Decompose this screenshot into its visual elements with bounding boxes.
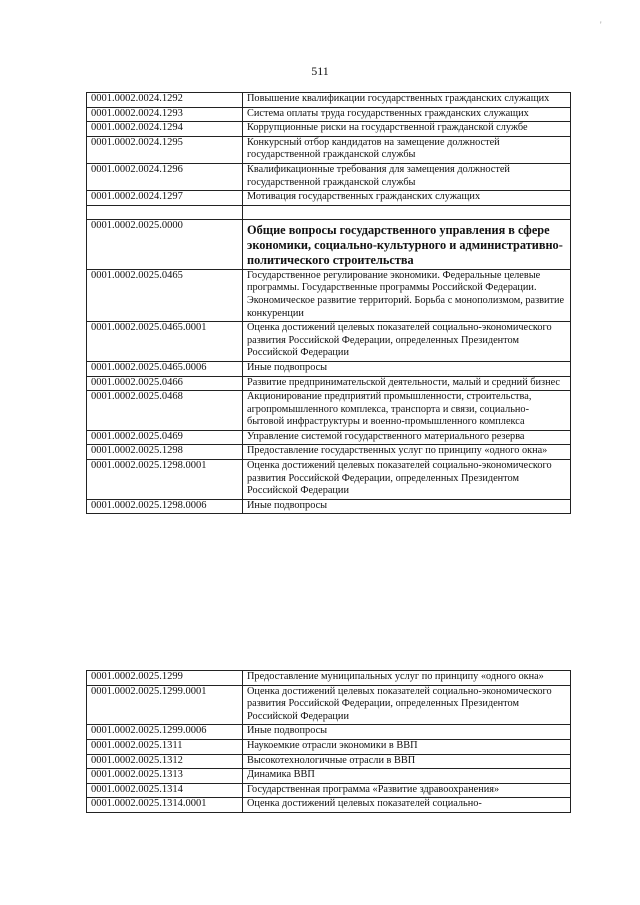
description-cell: Динамика ВВП xyxy=(243,769,571,784)
code-cell xyxy=(87,205,243,219)
description-cell: Предоставление муниципальных услуг по принципу «одного окна» xyxy=(243,671,571,686)
section-heading: Общие вопросы государственного управления в сфере экономики, социально-культурного и административно-политического строительства xyxy=(243,219,571,269)
table-row xyxy=(87,430,571,445)
table-row xyxy=(87,322,571,362)
code-cell: 0001.0002.0024.1292 xyxy=(87,93,243,108)
description-cell: Оценка достижений целевых показателей социально-экономического развития Российской Федерации, определенных Президентом Российской Федерации xyxy=(243,322,571,362)
table-row xyxy=(87,754,571,769)
table-row xyxy=(87,269,571,321)
description-cell xyxy=(243,205,571,219)
code-cell: 0001.0002.0025.1314 xyxy=(87,783,243,798)
description-cell: Оценка достижений целевых показателей социально-экономического развития Российской Федерации, определенных Президентом Российской Федерации xyxy=(243,460,571,500)
code-cell: 0001.0002.0025.0000 xyxy=(87,219,243,269)
classifier-table-bottom xyxy=(86,670,571,813)
table-row xyxy=(87,460,571,500)
table-row xyxy=(87,361,571,376)
table-row xyxy=(87,499,571,514)
description-cell: Управление системой государственного материального резерва xyxy=(243,430,571,445)
code-cell: 0001.0002.0024.1293 xyxy=(87,107,243,122)
description-cell: Повышение квалификации государственных гражданских служащих xyxy=(243,93,571,108)
table-row xyxy=(87,685,571,725)
table-row xyxy=(87,671,571,686)
code-cell: 0001.0002.0025.1313 xyxy=(87,769,243,784)
description-cell: Оценка достижений целевых показателей социально- xyxy=(243,798,571,813)
code-cell: 0001.0002.0024.1295 xyxy=(87,136,243,163)
description-cell: Наукоемкие отрасли экономики в ВВП xyxy=(243,739,571,754)
table-row xyxy=(87,191,571,206)
table-row xyxy=(87,93,571,108)
table-row xyxy=(87,445,571,460)
page-number: 511 xyxy=(311,64,329,78)
description-cell: Система оплаты труда государственных гражданских служащих xyxy=(243,107,571,122)
code-cell: 0001.0002.0025.0468 xyxy=(87,391,243,431)
code-cell: 0001.0002.0025.1298.0006 xyxy=(87,499,243,514)
code-cell: 0001.0002.0024.1294 xyxy=(87,122,243,137)
table-row xyxy=(87,376,571,391)
code-cell: 0001.0002.0025.1299.0001 xyxy=(87,685,243,725)
code-cell: 0001.0002.0025.0465.0001 xyxy=(87,322,243,362)
table-row xyxy=(87,391,571,431)
code-cell: 0001.0002.0025.1314.0001 xyxy=(87,798,243,813)
table-row xyxy=(87,107,571,122)
description-cell: Иные подвопросы xyxy=(243,725,571,740)
description-cell: Иные подвопросы xyxy=(243,361,571,376)
description-cell: Государственное регулирование экономики. Федеральные целевые программы. Государственные программы Российской Федерации. Экономическое развитие территорий. Борьба с монополизмом, развитие конкуренции xyxy=(243,269,571,321)
code-cell: 0001.0002.0025.0466 xyxy=(87,376,243,391)
table-row xyxy=(87,769,571,784)
table-row xyxy=(87,783,571,798)
table-row xyxy=(87,122,571,137)
code-cell: 0001.0002.0024.1296 xyxy=(87,163,243,190)
code-cell: 0001.0002.0025.1312 xyxy=(87,754,243,769)
code-cell: 0001.0002.0025.1299 xyxy=(87,671,243,686)
table-row xyxy=(87,725,571,740)
code-cell: 0001.0002.0024.1297 xyxy=(87,191,243,206)
description-cell: Мотивация государственных гражданских служащих xyxy=(243,191,571,206)
description-cell: Предоставление государственных услуг по принципу «одного окна» xyxy=(243,445,571,460)
description-cell: Иные подвопросы xyxy=(243,499,571,514)
code-cell: 0001.0002.0025.0469 xyxy=(87,430,243,445)
table-row xyxy=(87,739,571,754)
code-cell: 0001.0002.0025.0465 xyxy=(87,269,243,321)
description-cell: Государственная программа «Развитие здравоохранения» xyxy=(243,783,571,798)
description-cell: Высокотехнологичные отрасли в ВВП xyxy=(243,754,571,769)
classifier-table-top xyxy=(86,92,571,514)
section-heading-row xyxy=(87,219,571,269)
blank-row xyxy=(87,205,571,219)
description-cell: Акционирование предприятий промышленности, строительства, агропромышленного комплекса, транспорта и связи, социально-бытовой инфраструктуры и военно-промышленного комплекса xyxy=(243,391,571,431)
table-row xyxy=(87,163,571,190)
table-row xyxy=(87,136,571,163)
code-cell: 0001.0002.0025.1299.0006 xyxy=(87,725,243,740)
description-cell: Коррупционные риски на государственной гражданской службе xyxy=(243,122,571,137)
description-cell: Оценка достижений целевых показателей социально-экономического развития Российской Федерации, определенных Президентом Российской Федерации xyxy=(243,685,571,725)
code-cell: 0001.0002.0025.0465.0006 xyxy=(87,361,243,376)
code-cell: 0001.0002.0025.1298 xyxy=(87,445,243,460)
description-cell: Квалификационные требования для замещения должностей государственной гражданской службы xyxy=(243,163,571,190)
description-cell: Конкурсный отбор кандидатов на замещение должностей государственной гражданской службы xyxy=(243,136,571,163)
code-cell: 0001.0002.0025.1311 xyxy=(87,739,243,754)
code-cell: 0001.0002.0025.1298.0001 xyxy=(87,460,243,500)
table-row xyxy=(87,798,571,813)
scan-corner-mark: ' xyxy=(600,20,602,30)
description-cell: Развитие предпринимательской деятельности, малый и средний бизнес xyxy=(243,376,571,391)
